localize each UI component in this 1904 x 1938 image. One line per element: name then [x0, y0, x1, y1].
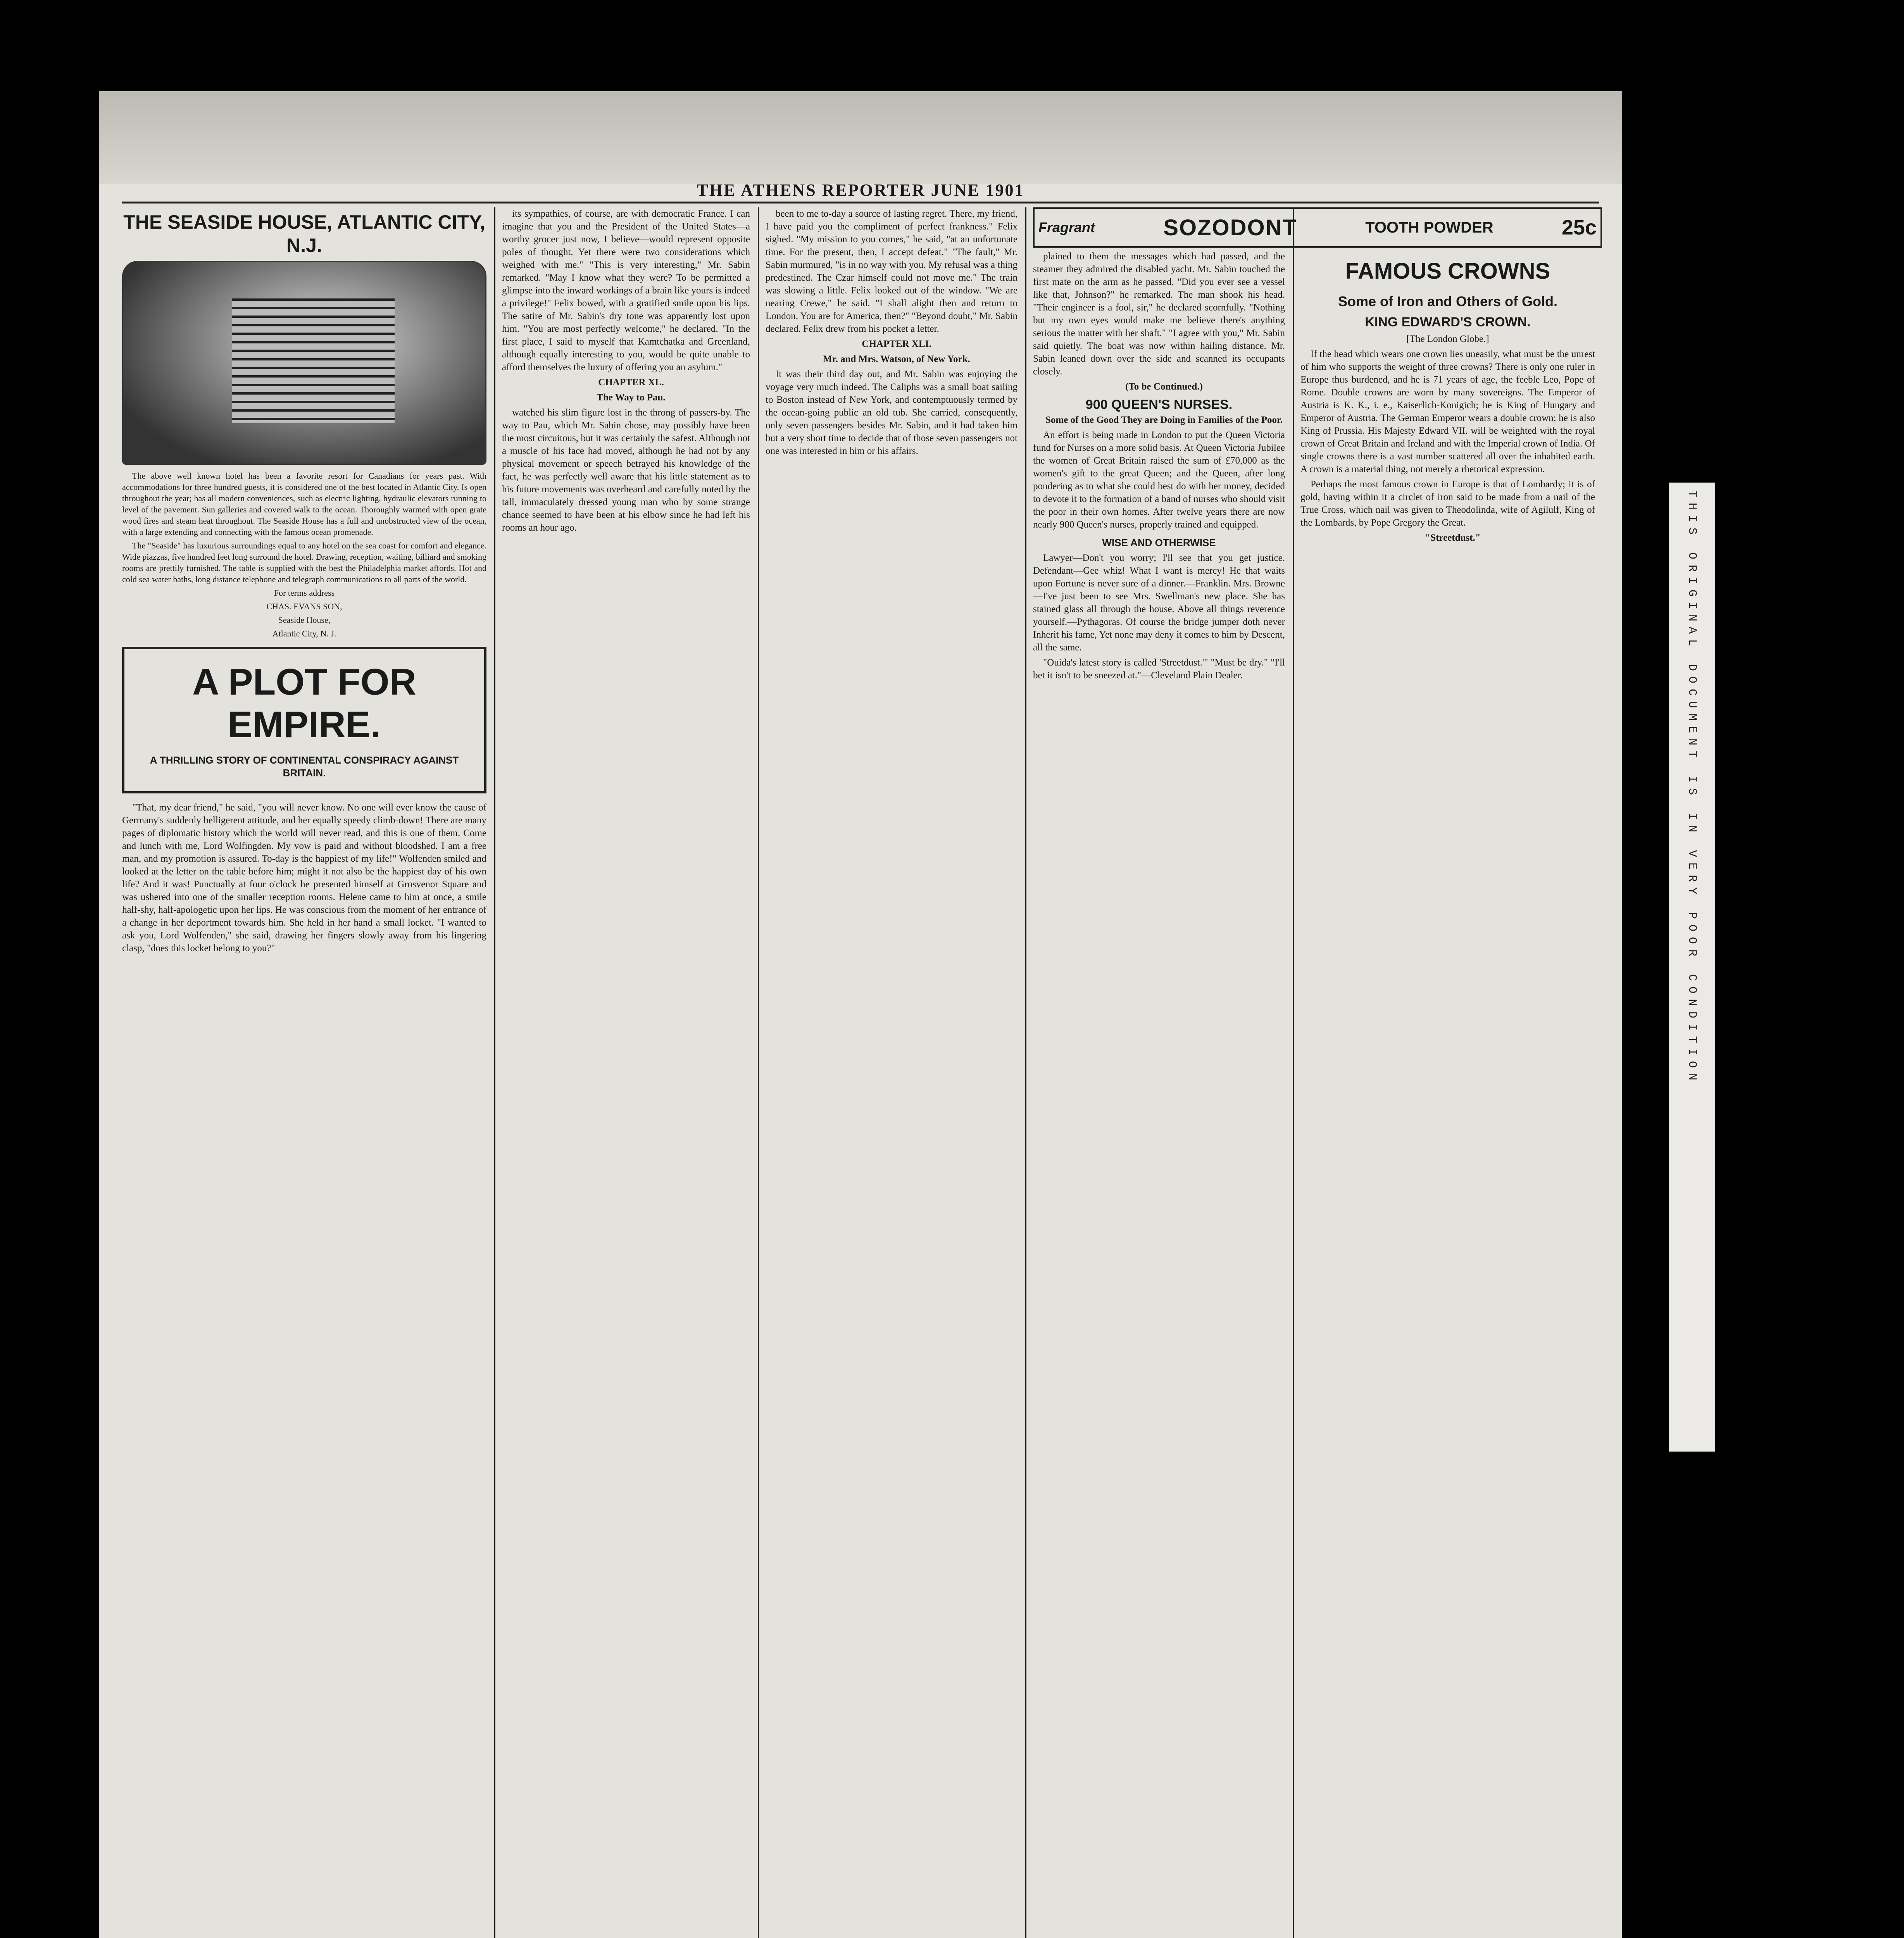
nurses-subheading: Some of the Good They are Doing in Families of the Poor. — [1045, 415, 1283, 425]
column-5 — [1300, 250, 1595, 1938]
ad-tooth-powder: TOOTH POWDER — [1365, 219, 1494, 236]
column-4 — [1033, 250, 1285, 1938]
serial-text: "That, my dear friend," he said, "you will never know. No one will ever know the cause of Germany's suddenly belligerent attitude, and her equally speedy climb-down! There are many pages of diplomatic history which the world will never read, and this is one of them. Come and lunch with me, Lord Wolfingden. My vow is paid and without bloodshed. I am a free man, and my promotion is assured. To-day is the happiest of my life!" Wolfenden smiled and looked at the letter on the table before him; might it not also be the happiest day of his own life? And it was! Punctually at four o'clock he presented himself at Grosvenor Square and was ushered into one of the smaller reception rooms. Helene came to him at once, a smile half-shy, half-apologetic upon her lips. He was conscious from the moment of her entrance of a change in her deportment towards him. She held in her hand a small locket. "I wanted to ask you, Lord Wolfenden," she said, drawing her fingers slowly away from his lingering clasp, "does this locket belong to you?" — [122, 802, 486, 953]
chapter-heading: CHAPTER XLI. — [862, 339, 931, 349]
wise-headline: WISE AND OTHERWISE — [1102, 537, 1216, 548]
wise-text: Lawyer—Don't you worry; I'll see that you get justice. Defendant—Gee whiz! What I want is mercy! He that waits upon Fortune is never sure of a dinner.—Franklin. Mrs. Browne—I've just been to see Mrs. Swellman's new place. She has stained glass all through the house. Above all things reverence yourself.—Pythagoras. Of course the bridge jumper doth never Inherit his fame, Yet none may deny it comes to him by Descent, all the same. — [1033, 553, 1285, 653]
ad-fragrant: Fragrant — [1038, 219, 1095, 235]
streetdust-headline: "Streetdust." — [1425, 533, 1481, 543]
column-rule — [758, 207, 759, 1938]
article-text: plained to them the messages which had passed, and the steamer they admired the disabled yacht. Mr. Sabin touched the first mate on the arm as he passed. "Did you ever see a vessel like that, Johnson?" he remarked. The man shook his head. "Their engineer is a fool, sir," he declared scornfully. "Nothing but my own eyes would make me believe there's anything serious the matter with her shaft." "I agree with you," Mr. Sabin said quietly. The boat was now within hailing distance. Mr. Sabin leaned down over the side and scanned its occupants closely. — [1033, 251, 1285, 377]
masthead: THE ATHENS REPORTER JUNE 1901 — [697, 181, 1024, 200]
torn-top-edge — [99, 91, 1622, 184]
seaside-body: The above well known hotel has been a favorite resort for Canadians for years past. With accommodations for three hundred guests, it is considered one of the best located in Atlantic City. Is open throughout the year; has all modern conveniences, such as electric lighting, hydraulic elevators running to level of the pavement. Sun galleries and covered walk to the ocean. Thoroughly warmed with open grate wood fires and steam heat throughout. The Seaside House has a full and unobstructed view of the ocean, with a large extending and connecting with the famous ocean promenade. — [122, 471, 486, 537]
crowns-headline: FAMOUS CROWNS — [1345, 259, 1550, 284]
terms-line: For terms address — [274, 588, 335, 598]
chapter-subtitle: The Way to Pau. — [597, 392, 666, 403]
newspaper-page — [99, 91, 1699, 1938]
column-rule — [1025, 207, 1026, 1938]
source-line: [The London Globe.] — [1406, 334, 1489, 344]
article-text: its sympathies, of course, are with democratic France. I can imagine that you and the President of the United States—a worthy grocer just now, I believe—would represent opposite poles of thought. Yet there were two considerations which weighed with me." "This is very interesting," Mr. Sabin remarked. "May I know what they were? To be permitted a glimpse into the inward workings of a brain like yours is indeed a privilege!" Felix bowed, with a gratified smile upon his lips. The satire of Mr. Sabin's dry tone was apparently lost upon him. "You are most perfectly welcome," he declared. "In the first place, I said to myself that Kamtchatka and Greenland, although equally interesting to you, would be quite unable to afford themselves the luxury of offering you an asylum." — [502, 209, 750, 372]
article-text: It was their third day out, and Mr. Sabin was enjoying the voyage very much indeed. The Caliphs was a small boat sailing to Boston instead of New York, and contemptuously termed by the ocean-going public an old tub. She carried, consequently, only seven passengers besides Mr. Sabin, and it had taken him but a very short time to decide that of those seven passengers not one was interested in him or his affairs. — [766, 369, 1018, 456]
ad-sozodont: SOZODONT — [1163, 215, 1297, 240]
edward-headline: KING EDWARD'S CROWN. — [1365, 315, 1531, 329]
owner-line: CHAS. EVANS SON, — [266, 602, 342, 611]
crowns-text-2: Perhaps the most famous crown in Europe is that of Lombardy; it is of gold, having within it a circlet of iron said to be made from a nail of the True Cross, which nail was given to Theodolinda, wife of Agilulf, King of the Lombards, by Pope Gregory the Great. — [1300, 479, 1595, 528]
masthead-rule — [122, 202, 1599, 203]
article-text: watched his slim figure lost in the throng of passers-by. The way to Pau, which Mr. Sabin chose, may possibly have been the most circuitous, but it was certainly the safest. Although not a muscle of his face had moved, although he had not by any physical movement or speech betrayed his knowledge of the fact, he was perfectly well aware that his little statement as to his future movements was overheard and carefully noted by the tall, immaculately dressed young man who by some strange chance seemed to have been at his elbow since he had left his rooms an hour ago. — [502, 407, 750, 533]
seaside-headline: THE SEASIDE HOUSE, ATLANTIC CITY, N.J. — [123, 211, 485, 256]
serial-subtitle: A THRILLING STORY OF CONTINENTAL CONSPIRACY AGAINST BRITAIN. — [150, 754, 459, 779]
continued-note: (To be Continued.) — [1125, 381, 1203, 392]
column-1 — [122, 207, 486, 1938]
column-2 — [502, 207, 750, 1938]
nurses-headline: 900 QUEEN'S NURSES. — [1085, 397, 1233, 412]
ad-price: 25c — [1561, 216, 1597, 239]
address-line-1: Seaside House, — [278, 615, 331, 625]
crowns-subheading: Some of Iron and Others of Gold. — [1338, 293, 1557, 309]
column-rule — [1293, 207, 1294, 1938]
column-rule — [494, 207, 495, 1938]
address-line-2: Atlantic City, N. J. — [272, 629, 336, 638]
hotel-illustration — [122, 261, 486, 465]
condition-note — [1669, 483, 1715, 1452]
chapter-heading: CHAPTER XL. — [598, 377, 664, 388]
nurses-text: An effort is being made in London to put the Queen Victoria fund for Nurses on a more solid basis. At Queen Victoria Jubilee the women of Great Britain raised the sum of £70,000 as the women's gift to the great Queen; and the Queen, after long pondering as to what she could best do with her money, decided to devote it to the formation of a band of nurses who should visit the poor in their own homes. After twelve years there are now nearly 900 Queen's nurses, properly trained and equipped. — [1033, 430, 1285, 530]
article-text: been to me to-day a source of lasting regret. There, my friend, I have paid you the compliment of perfect frankness." Felix sighed. "My mission to you comes," he said, "at an unfortunate time. For the present, then, I accept defeat." "The fault," Mr. Sabin murmured, "is in no way with you. My refusal was a thing predestined. The Czar himself could not move me." The train was slowing a little. Felix looked out of the window. "We are nearing Crewe," he said. "I shall alight then and return to London. You are for America, then?" "Beyond doubt," Mr. Sabin declared. Felix drew from his pocket a letter. — [766, 209, 1018, 334]
column-3 — [766, 207, 1018, 1938]
sozodont-ad — [1033, 207, 1602, 248]
chapter-subtitle: Mr. and Mrs. Watson, of New York. — [823, 354, 970, 364]
condition-note-text: THIS ORIGINAL DOCUMENT IS IN VERY POOR CONDITION — [1685, 490, 1699, 1086]
serial-title-box — [122, 647, 486, 793]
serial-title: A PLOT FOR EMPIRE. — [192, 661, 416, 745]
seaside-body-2: The "Seaside" has luxurious surroundings equal to any hotel on the sea coast for comfort and elegance. Wide piazzas, five hundred feet long surround the hotel. Drawing, reception, waiting, billiard and smoking rooms are prettily furnished. The table is supplied with the best the Philadelphia market affords. Hot and cold sea water baths, long distance telephone and telegraph communications to all parts of the world. — [122, 541, 486, 584]
crowns-text: If the head which wears one crown lies uneasily, what must be the unrest of him who supports the weight of three crowns? There is only one ruler in Europe thus burdened, and he is 71 years of age, the feeble Leo, Pope of Rome. Double crowns are worn by many sovereigns. The Emperor of Austria is K. K., i. e., Kaiserlich-Konigich; he is King of Hungary and Emperor of Austria. The German Emperor wears a double crown; he is also King of Prussia. His Majesty Edward VII. will be weighted with the royal crown of Great Britain and Ireland and with the Imperial crown of India. Of single crowns there is a vast number scattered all over the inhabited earth. A crown is a material thing, not merely a rhetorical expression. — [1300, 349, 1595, 474]
streetdust-text-left: "Ouida's latest story is called 'Streetdust.'" "Must be dry." "I'll bet it isn't to be sneezed at."—Cleveland Plain Dealer. — [1033, 657, 1285, 681]
